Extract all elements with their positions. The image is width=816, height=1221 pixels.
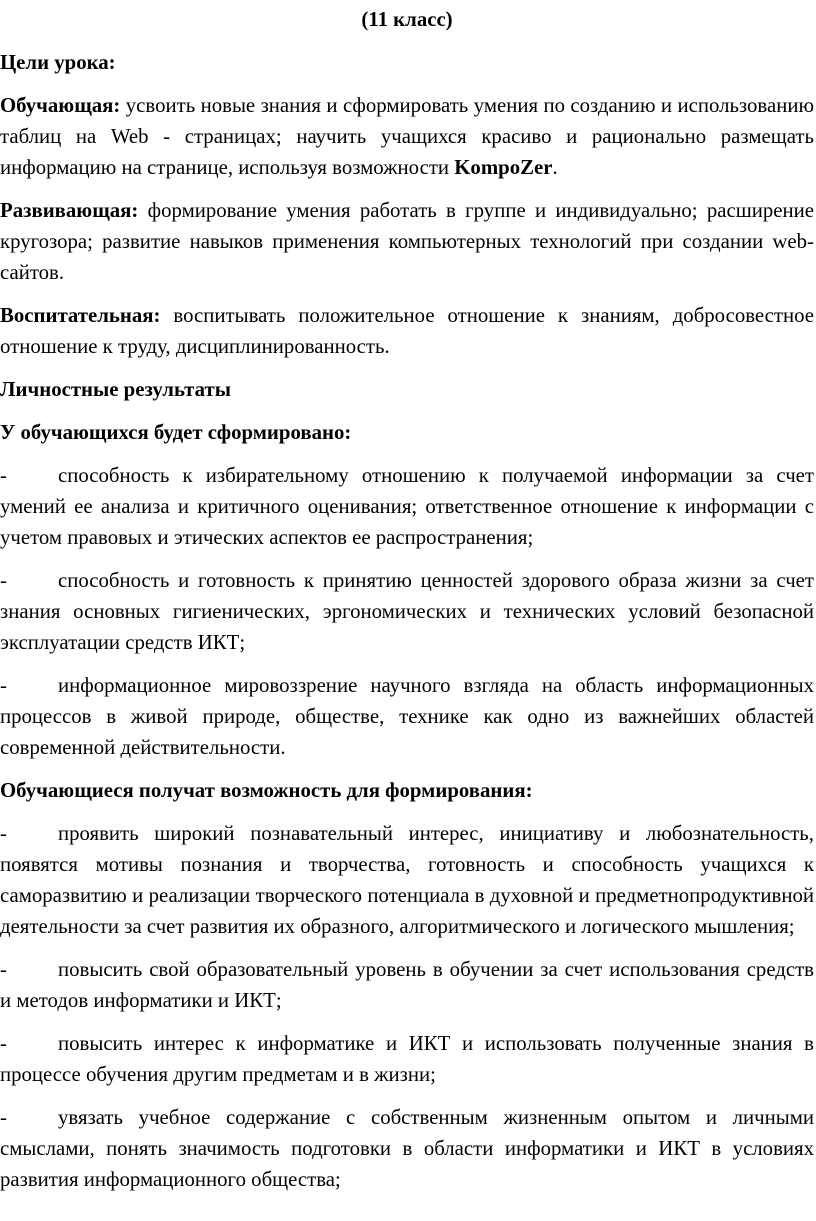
- goal-label: Воспитательная:: [0, 304, 161, 327]
- list-item: [0, 1028, 814, 1090]
- bullet-dash: -: [0, 822, 7, 845]
- document-page: [0, 4, 814, 1207]
- list-item-text: способность к избирательному отношению к получаемой информации за счет умений ее анализа и критичного оценивания; ответственное отношение к информации с учетом правовых и этических аспектов ее распространения;: [0, 464, 814, 549]
- goal-text: формирование умения работать в группе и индивидуально; расширение кругозора; развитие навыков применения компьютерных технологий при создании web-сайтов.: [0, 199, 814, 284]
- goal-text: усвоить новые знания и сформировать умения по созданию и использованию таблиц на Web - страницах; научить учащихся красиво и рационально размещать информацию на странице, используя возможности: [0, 94, 814, 179]
- list-item-text: повысить свой образовательный уровень в обучении за счет использования средств и методов информатики и ИКТ;: [0, 958, 814, 1012]
- list-item: [0, 670, 814, 763]
- goal-educational: [0, 90, 814, 183]
- personal-results-heading: Личностные результаты: [0, 378, 231, 401]
- list-item-text: повысить интерес к информатике и ИКТ и использовать полученные знания в процессе обучения другим предметам и в жизни;: [0, 1032, 814, 1086]
- goal-label: Развивающая:: [0, 199, 139, 222]
- bullet-dash: -: [0, 1032, 7, 1055]
- list-item-text: способность и готовность к принятию ценностей здорового образа жизни за счет знания основных гигиенических, эргономических и технических условий безопасной эксплуатации средств ИКТ;: [0, 569, 814, 654]
- list-item-text: информационное мировоззрение научного взгляда на область информационных процессов в живой природе, обществе, технике как одно из важнейших областей современной действительности.: [0, 674, 814, 759]
- goal-label: Обучающая:: [0, 94, 121, 117]
- list-item: [0, 954, 814, 1016]
- brand-name: KompoZer: [454, 156, 553, 179]
- bullet-dash: -: [0, 1106, 7, 1129]
- list-item: [0, 818, 814, 942]
- formed-heading: У обучающихся будет сформировано:: [0, 421, 352, 444]
- bullet-dash: -: [0, 958, 7, 981]
- list-item: [0, 1102, 814, 1195]
- goal-text: воспитывать положительное отношение к знаниям, добросовестное отношение к труду, дисциплинированность.: [0, 304, 814, 358]
- goals-heading: Цели урока:: [0, 51, 116, 74]
- goal-developing: [0, 195, 814, 288]
- goal-upbringing: [0, 300, 814, 362]
- list-item: [0, 565, 814, 658]
- list-item-text: увязать учебное содержание с собственным жизненным опытом и личными смыслами, понять значимость подготовки в области информатики и ИКТ в условиях развития информационного общества;: [0, 1106, 814, 1191]
- goal-tail: .: [552, 156, 558, 179]
- list-item-text: проявить широкий познавательный интерес, инициативу и любознательность, появятся мотивы познания и творчества, готовность и способность учащихся к саморазвитию и реализации творческого потенциала в духовной и предметнопродуктивной деятельности за счет развития их образного, алгоритмического и логического мышления;: [0, 822, 814, 938]
- bullet-dash: -: [0, 464, 7, 487]
- bullet-dash: -: [0, 674, 7, 697]
- bullet-dash: -: [0, 569, 7, 592]
- list-item: [0, 460, 814, 553]
- opportunity-heading: Обучающиеся получат возможность для формирования:: [0, 779, 533, 802]
- class-title: (11 класс): [361, 8, 453, 31]
